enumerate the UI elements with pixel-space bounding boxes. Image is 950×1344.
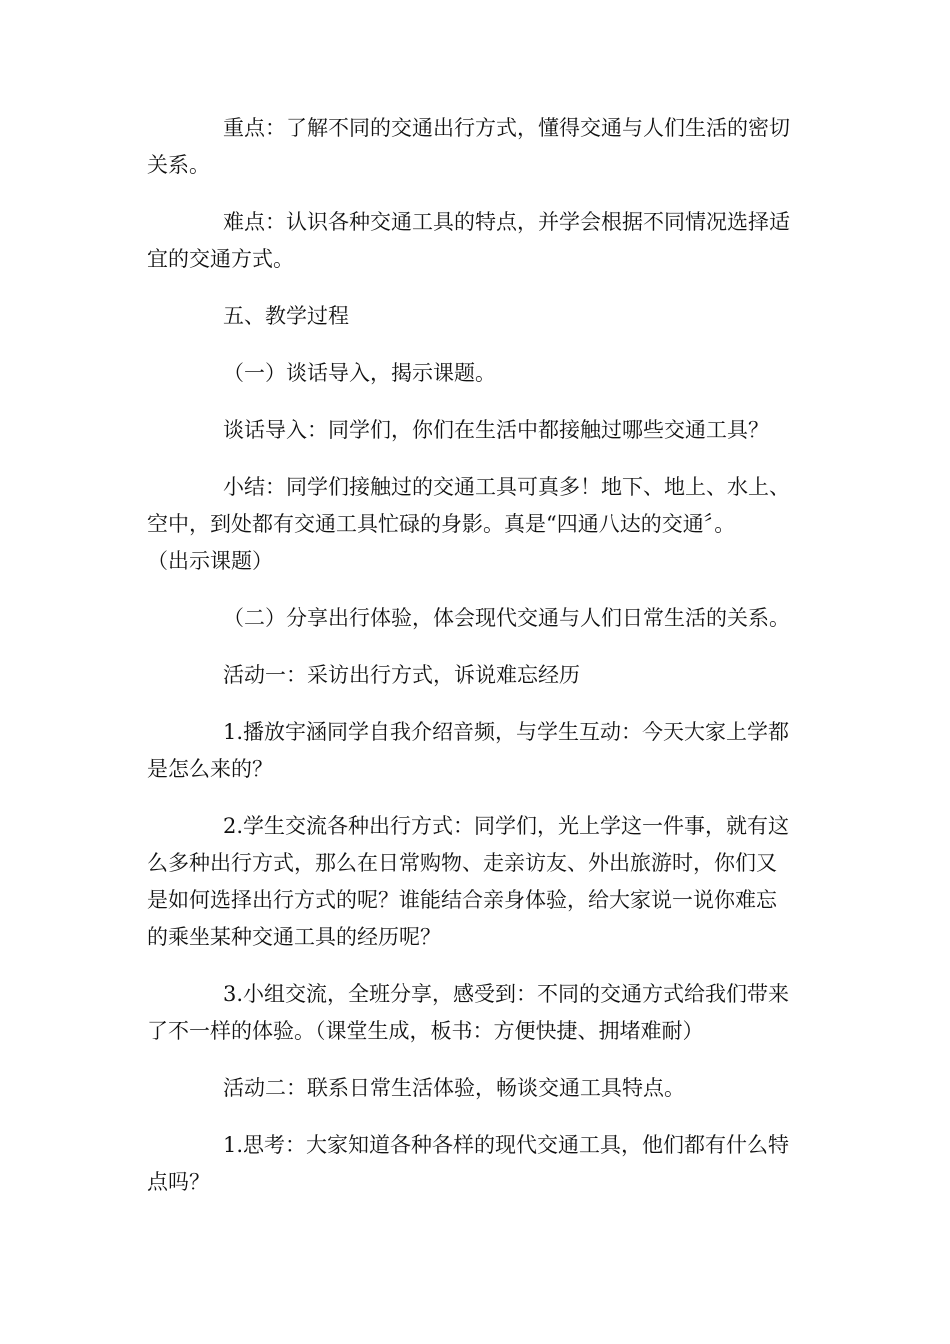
paragraph-line: 五、教学过程	[223, 304, 349, 328]
paragraph-line: 了不一样的体验。（课堂生成，板书：方便快捷、拥堵难耐）	[147, 1019, 704, 1043]
paragraph-difficulty	[147, 204, 807, 278]
paragraph-line: 是怎么来的？	[147, 757, 273, 781]
paragraph-activity-one	[147, 657, 807, 694]
paragraph-activity-two	[147, 1070, 807, 1107]
subheading-intro	[147, 355, 807, 392]
list-item-1	[147, 714, 807, 788]
paragraph-line: 1.思考：大家知道各种各样的现代交通工具，他们都有什么特	[223, 1133, 790, 1157]
paragraph-line: 活动二：联系日常生活体验，畅谈交通工具特点。	[223, 1076, 685, 1100]
paragraph-line: 小结：同学们接触过的交通工具可真多！地下、地上、水上、	[223, 475, 790, 499]
paragraph-line: （二）分享出行体验，体会现代交通与人们日常生活的关系。	[223, 606, 790, 630]
list-item-3	[147, 976, 807, 1050]
paragraph-line: 的乘坐某种交通工具的经历呢？	[147, 925, 441, 949]
document-page	[147, 110, 807, 1221]
paragraph-line: 么多种出行方式，那么在日常购物、走亲访友、外出旅游时，你们又	[147, 851, 777, 875]
paragraph-line: 2.学生交流各种出行方式：同学们，光上学这一件事，就有这	[223, 814, 790, 838]
paragraph-line: 3.小组交流，全班分享，感受到：不同的交通方式给我们带来	[223, 982, 790, 1006]
subheading-share-experience	[147, 600, 807, 637]
paragraph-key-point	[147, 110, 807, 184]
paragraph-line: 重点：了解不同的交通出行方式，懂得交通与人们生活的密切	[223, 116, 790, 140]
paragraph-line: 难点：认识各种交通工具的特点，并学会根据不同情况选择适	[223, 210, 790, 234]
paragraph-line: （出示课题）	[147, 549, 273, 573]
paragraph-line: 关系。	[147, 153, 210, 177]
list-item-think	[147, 1127, 807, 1201]
list-item-2	[147, 808, 807, 956]
paragraph-line: （一）谈话导入，揭示课题。	[223, 361, 496, 385]
paragraph-talk-intro	[147, 412, 807, 449]
paragraph-line: 宜的交通方式。	[147, 247, 294, 271]
paragraph-line: 活动一：采访出行方式，诉说难忘经历	[223, 663, 580, 687]
section-heading-teaching-process	[147, 298, 807, 335]
paragraph-summary	[147, 469, 807, 580]
paragraph-line: 1.播放宇涵同学自我介绍音频，与学生互动：今天大家上学都	[223, 720, 790, 744]
paragraph-line: 空中，到处都有交通工具忙碌的身影。真是“四通八达的交通〞。	[147, 512, 736, 536]
paragraph-line: 点吗？	[147, 1170, 210, 1194]
paragraph-line: 是如何选择出行方式的呢？谁能结合亲身体验，给大家说一说你难忘	[147, 888, 777, 912]
paragraph-line: 谈话导入：同学们，你们在生活中都接触过哪些交通工具？	[223, 418, 769, 442]
